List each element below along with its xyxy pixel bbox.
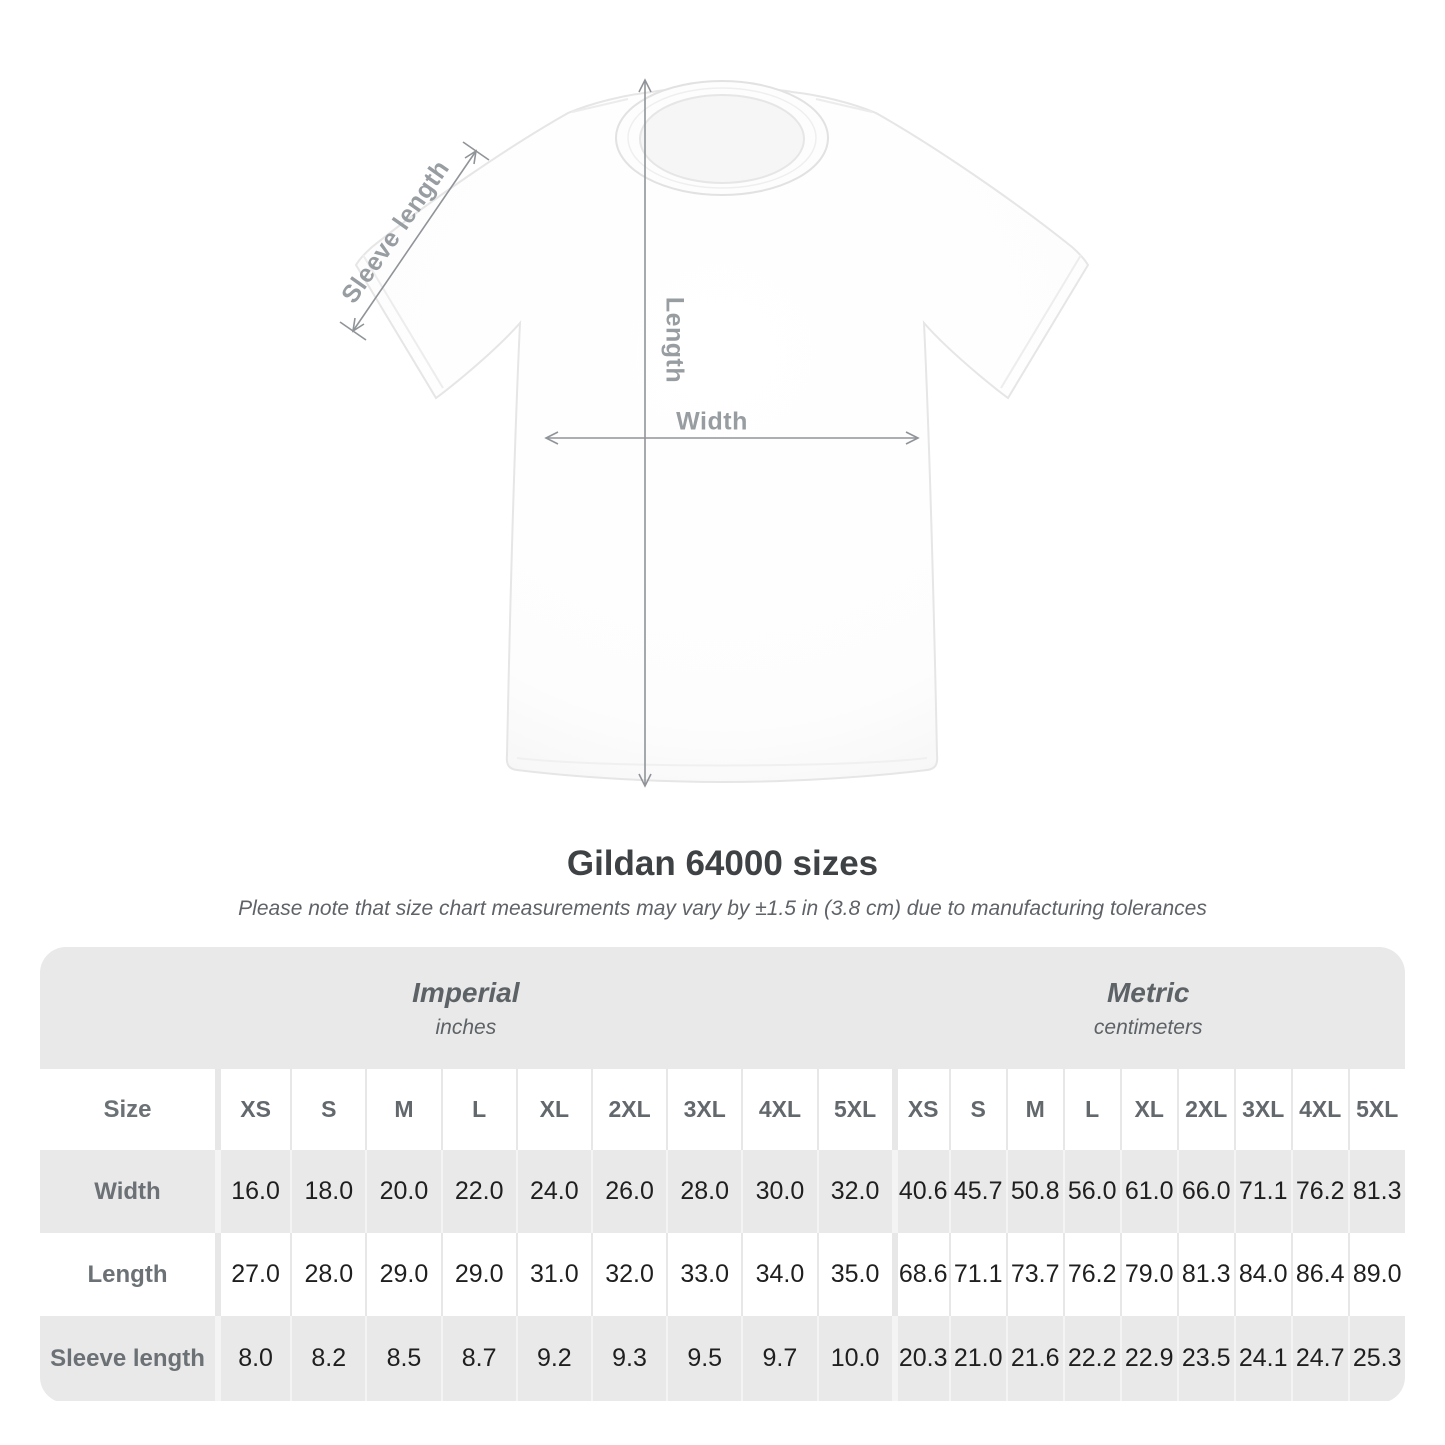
table-cell: 9.3 bbox=[591, 1316, 666, 1401]
size-column-header: M bbox=[1006, 1069, 1063, 1150]
table-cell: 76.2 bbox=[1063, 1233, 1120, 1316]
table-cell: 86.4 bbox=[1291, 1233, 1348, 1316]
table-row-sleeve-length bbox=[40, 1316, 1405, 1401]
table-cell: 32.0 bbox=[817, 1150, 892, 1233]
size-column-header: 2XL bbox=[591, 1069, 666, 1150]
size-column-header: 3XL bbox=[666, 1069, 741, 1150]
size-column-header: XL bbox=[516, 1069, 591, 1150]
table-cell: 81.3 bbox=[1177, 1233, 1234, 1316]
size-row-label: Size bbox=[103, 1095, 152, 1123]
table-cell: 28.0 bbox=[290, 1233, 365, 1316]
table-cell: 9.5 bbox=[666, 1316, 741, 1401]
size-column-header: XS bbox=[892, 1069, 949, 1150]
table-cell: 79.0 bbox=[1120, 1233, 1177, 1316]
table-cell: 45.7 bbox=[949, 1150, 1006, 1233]
imperial-unit: inches bbox=[435, 1015, 497, 1039]
table-cell: 71.1 bbox=[1234, 1150, 1291, 1233]
size-column-header: 5XL bbox=[1348, 1069, 1405, 1150]
size-column-header: 5XL bbox=[817, 1069, 892, 1150]
tolerance-note: Please note that size chart measurements may vary by ±1.5 in (3.8 cm) due to manufacturing tolerances bbox=[238, 897, 1207, 920]
page-title: Gildan 64000 sizes bbox=[566, 844, 879, 883]
row-label: Length bbox=[87, 1260, 168, 1288]
table-cell: 22.9 bbox=[1120, 1316, 1177, 1401]
table-cell: 18.0 bbox=[290, 1150, 365, 1233]
size-column-header: S bbox=[290, 1069, 365, 1150]
table-cell: 24.7 bbox=[1291, 1316, 1348, 1401]
table-cell: 9.2 bbox=[516, 1316, 591, 1401]
table-cell: 22.0 bbox=[441, 1150, 516, 1233]
table-cell: 8.2 bbox=[290, 1316, 365, 1401]
size-column-header: 3XL bbox=[1234, 1069, 1291, 1150]
size-column-header: 2XL bbox=[1177, 1069, 1234, 1150]
table-cell: 27.0 bbox=[215, 1233, 290, 1316]
table-cell: 23.5 bbox=[1177, 1316, 1234, 1401]
table-cell: 66.0 bbox=[1177, 1150, 1234, 1233]
row-label: Sleeve length bbox=[50, 1344, 205, 1372]
table-cell: 9.7 bbox=[741, 1316, 816, 1401]
table-cell: 21.6 bbox=[1006, 1316, 1063, 1401]
table-cell: 68.6 bbox=[892, 1233, 949, 1316]
table-cell: 76.2 bbox=[1291, 1150, 1348, 1233]
table-cell: 29.0 bbox=[365, 1233, 440, 1316]
metric-title: Metric bbox=[1106, 976, 1190, 1008]
table-cell: 8.5 bbox=[365, 1316, 440, 1401]
table-cell: 30.0 bbox=[741, 1150, 816, 1233]
table-cell: 24.0 bbox=[516, 1150, 591, 1233]
imperial-title: Imperial bbox=[412, 976, 520, 1008]
size-column-header: 4XL bbox=[741, 1069, 816, 1150]
table-cell: 61.0 bbox=[1120, 1150, 1177, 1233]
size-header-row bbox=[40, 1069, 1405, 1150]
table-cell: 89.0 bbox=[1348, 1233, 1405, 1316]
size-column-header: XS bbox=[215, 1069, 290, 1150]
table-cell: 20.0 bbox=[365, 1150, 440, 1233]
table-row-width bbox=[40, 1150, 1405, 1233]
size-column-header: S bbox=[949, 1069, 1006, 1150]
table-cell: 31.0 bbox=[516, 1233, 591, 1316]
size-column-header: 4XL bbox=[1291, 1069, 1348, 1150]
size-column-header: L bbox=[1063, 1069, 1120, 1150]
row-label: Width bbox=[94, 1177, 161, 1205]
table-cell: 28.0 bbox=[666, 1150, 741, 1233]
table-cell: 35.0 bbox=[817, 1233, 892, 1316]
table-cell: 29.0 bbox=[441, 1233, 516, 1316]
table-cell: 24.1 bbox=[1234, 1316, 1291, 1401]
table-cell: 50.8 bbox=[1006, 1150, 1063, 1233]
table-cell: 32.0 bbox=[591, 1233, 666, 1316]
size-table bbox=[40, 947, 1405, 1403]
table-cell: 56.0 bbox=[1063, 1150, 1120, 1233]
table-cell: 25.3 bbox=[1348, 1316, 1405, 1401]
table-cell: 73.7 bbox=[1006, 1233, 1063, 1316]
table-cell: 21.0 bbox=[949, 1316, 1006, 1401]
table-cell: 34.0 bbox=[741, 1233, 816, 1316]
table-cell: 81.3 bbox=[1348, 1150, 1405, 1233]
metric-unit: centimeters bbox=[1093, 1015, 1203, 1039]
unit-header-row bbox=[40, 947, 1405, 1069]
table-cell: 40.6 bbox=[892, 1150, 949, 1233]
table-cell: 33.0 bbox=[666, 1233, 741, 1316]
table-cell: 20.3 bbox=[892, 1316, 949, 1401]
table-cell: 26.0 bbox=[591, 1150, 666, 1233]
width-dimension-label: Width bbox=[676, 407, 748, 436]
imperial-header bbox=[40, 947, 892, 1069]
table-cell: 8.0 bbox=[215, 1316, 290, 1401]
metric-header bbox=[892, 947, 1405, 1069]
table-cell: 84.0 bbox=[1234, 1233, 1291, 1316]
table-row-length bbox=[40, 1233, 1405, 1316]
table-cell: 8.7 bbox=[441, 1316, 516, 1401]
table-cell: 16.0 bbox=[215, 1150, 290, 1233]
table-cell: 10.0 bbox=[817, 1316, 892, 1401]
table-cell: 71.1 bbox=[949, 1233, 1006, 1316]
sleeve-length-dimension-label: Sleeve length bbox=[336, 155, 456, 309]
size-column-header: L bbox=[441, 1069, 516, 1150]
size-column-header: XL bbox=[1120, 1069, 1177, 1150]
size-column-header: M bbox=[365, 1069, 440, 1150]
table-cell: 22.2 bbox=[1063, 1316, 1120, 1401]
length-dimension-label: Length bbox=[660, 296, 689, 384]
